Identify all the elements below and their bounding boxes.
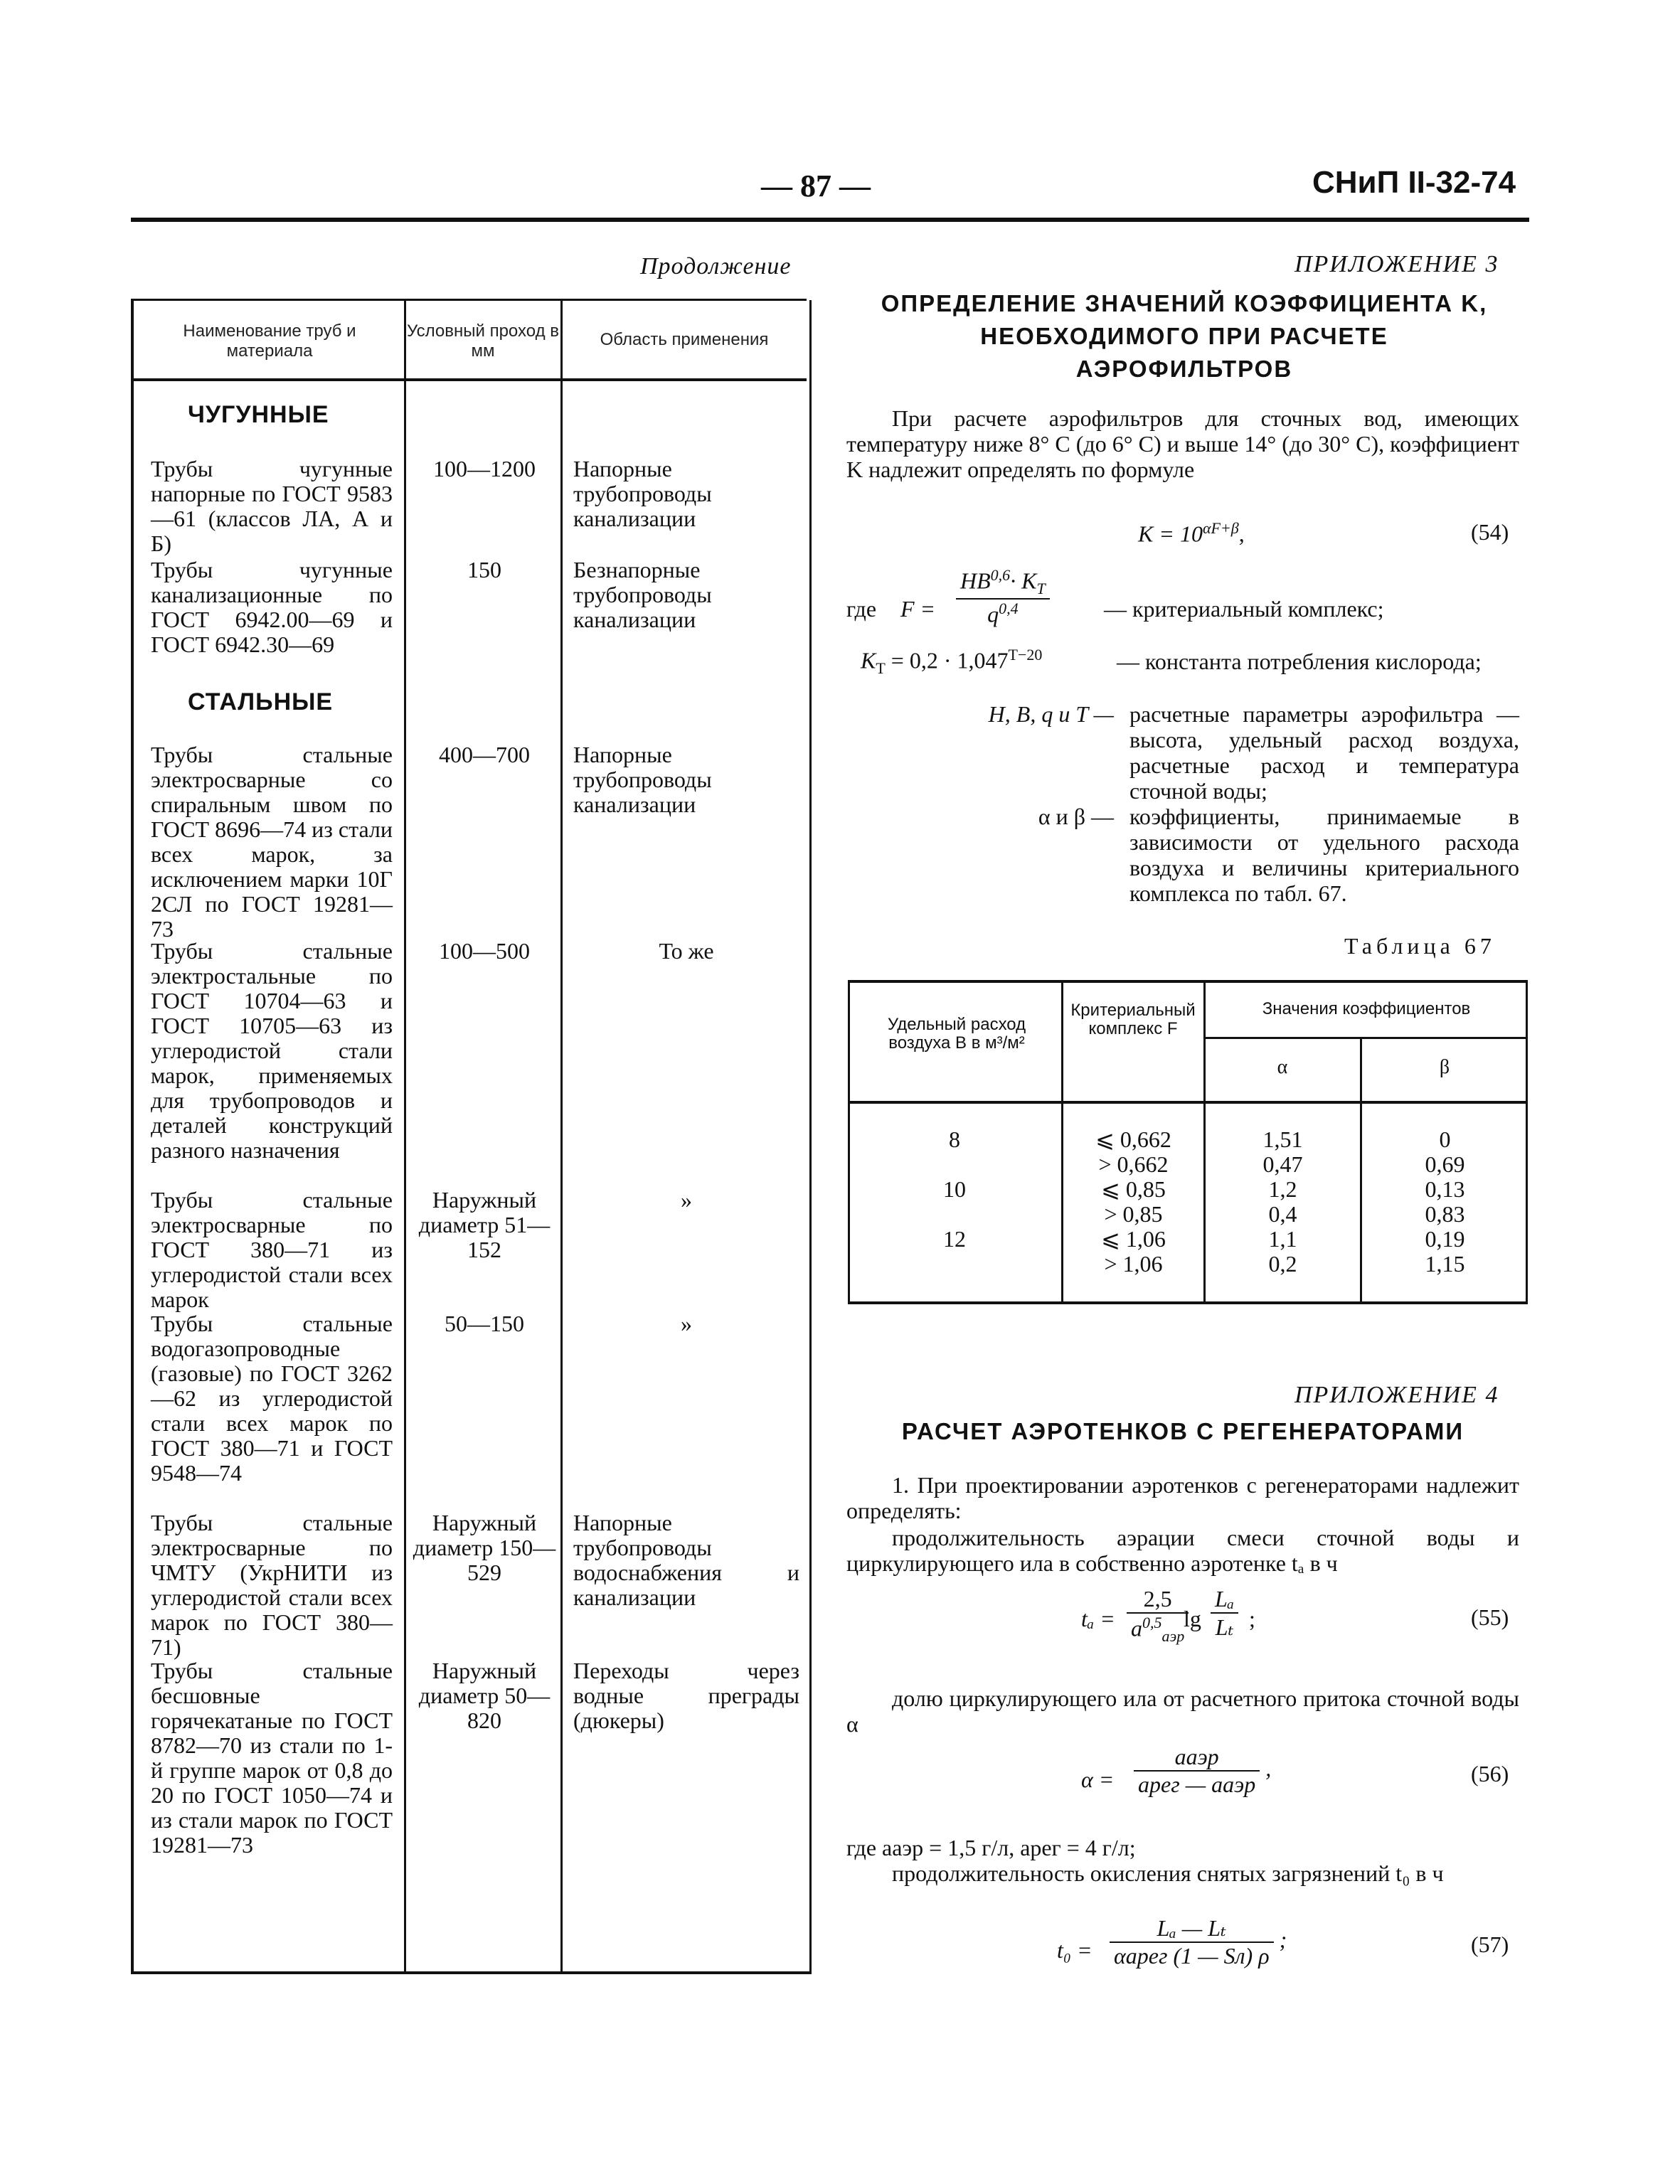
table-67-cell-beta: 0,19 — [1425, 1226, 1465, 1252]
table-row-name: Трубы стальные электросварные по ГОСТ 380—71 из углеродистой стали всех марок — [151, 1187, 393, 1312]
equation-57-number: (57) — [1471, 1932, 1509, 1957]
equation-55-fraction — [1127, 1586, 1189, 1646]
appendix-4-paragraph-5: продолжительность окисления снятых загрязнений t₀ в ч — [892, 1860, 1444, 1886]
table-row-diameter: Наружный диаметр 150—529 — [413, 1510, 556, 1585]
table-67-header-alpha: α — [1277, 1056, 1288, 1078]
table-67-cell-air: 8 — [949, 1126, 960, 1152]
table-67-header-air: Удельный расход воздуха B в м³/м² — [887, 1015, 1026, 1053]
table-row-application: » — [681, 1311, 692, 1336]
pipes-table — [131, 293, 807, 1971]
appendix-4-title: РАСЧЕТ АЭРОТЕНКОВ С РЕГЕНЕРАТОРАМИ — [901, 1418, 1464, 1444]
table-67-cell-air: 12 — [943, 1226, 966, 1252]
table-row-application: Напорные трубопроводы канализации — [573, 456, 712, 531]
table-67-cell-alpha: 1,2 — [1268, 1176, 1297, 1202]
table-header-name: Наименование труб и материала — [183, 321, 356, 361]
where-label: где — [846, 596, 877, 622]
equation-55-lhs: tₐ = — [1081, 1606, 1115, 1631]
equation-55-denominator: a — [1131, 1615, 1142, 1641]
KT-symbol: K — [861, 647, 876, 673]
appendix-3-title-line: ОПРЕДЕЛЕНИЕ ЗНАЧЕНИЙ КОЭФФИЦИЕНТА K, — [881, 290, 1488, 316]
table-67-cell-criterion: ⩽ 0,662 — [1095, 1126, 1171, 1152]
table-row-diameter: 150 — [467, 557, 501, 582]
table-row-application: То же — [659, 938, 714, 964]
table-row-diameter: 50—150 — [445, 1311, 524, 1336]
equation-54: $K = 10^{\alpha F+\beta}$, — [1138, 519, 1245, 547]
parameters-description: расчетные параметры аэрофильтра — высота, удельный расход воздуха, расчетные расход и температура сточной воды; — [1129, 701, 1519, 804]
table-row-diameter: Наружный диаметр 50—820 — [418, 1658, 551, 1733]
table-row-diameter: Наружный диаметр 51—152 — [418, 1187, 551, 1262]
table-67-cell-alpha: 0,47 — [1262, 1151, 1303, 1177]
section-title-steel: СТАЛЬНЫЕ — [188, 688, 334, 715]
coefficients-description: коэффициенты, принимаемые в зависимости от удельного расхода воздуха и величины критериального комплекса по табл. 67. — [1129, 804, 1519, 906]
table-67-cell-beta: 0,13 — [1425, 1176, 1465, 1202]
table-67-cell-criterion: ⩽ 0,85 — [1101, 1176, 1166, 1202]
table-header-rule — [131, 378, 807, 381]
header-rule — [131, 218, 1529, 222]
appendix-3-title — [839, 287, 1529, 385]
table-row-name: Трубы стальные электросварные со спиральным швом по ГОСТ 8696—74 из стали всех марок, за исключением марки 10Г 2СЛ по ГОСТ 19281—73 — [151, 742, 393, 942]
table-row-name: Трубы чугунные напорные по ГОСТ 9583—61 (классов ЛА, А и Б) — [151, 456, 393, 556]
table-row-name: Трубы стальные электросварные по ЧМТУ (УкрНИТИ из углеродистой стали всех марок по ГОСТ 380—71) — [151, 1510, 393, 1660]
equation-55-ratio-denominator: Lₜ — [1215, 1614, 1234, 1640]
equation-54-number: (54) — [1471, 519, 1509, 545]
table-row-diameter: 400—700 — [439, 742, 530, 767]
F-denominator-exponent: 0,4 — [999, 600, 1019, 618]
table-67-header-criterion: Критериальный комплекс F — [1070, 1001, 1196, 1038]
table-67-cell-beta: 0,83 — [1425, 1201, 1465, 1227]
table-67-cell-beta: 0,69 — [1425, 1151, 1465, 1177]
appendix-4-paragraph-4: где aаэр = 1,5 г/л, aрег = 4 г/л; — [846, 1835, 1136, 1860]
table-67-cell-beta: 1,15 — [1425, 1251, 1465, 1277]
equation-54-exponent: αF+β — [1202, 519, 1239, 537]
table-row-name: Трубы стальные бесшовные горячекатаные по ГОСТ 8782—70 из стали по 1-й группе марок от 0,8 до 20 по ГОСТ 1050—74 и из стали марок по ГОСТ 19281—73 — [151, 1658, 393, 1858]
appendix-4-paragraph-1: 1. При проектировании аэротенков с регенераторами надлежит определять: — [846, 1472, 1519, 1523]
equation-56-number: (56) — [1471, 1761, 1509, 1786]
coefficients-symbols: α и β — — [1038, 804, 1114, 829]
equation-56-lhs: α = — [1081, 1767, 1115, 1792]
table-column-divider — [560, 300, 563, 1971]
equation-55-tail: ; — [1249, 1606, 1255, 1631]
table-row-application: Переходы через водные преграды (дюкеры) — [573, 1658, 799, 1733]
table-67 — [848, 980, 1528, 1307]
equation-57-fraction: $\frac{\text{Lₐ — Lₜ}}{\text{αaрег (1 — Sл) ρ}}$ ; — [1110, 1914, 1287, 1969]
appendix-4-paragraph-2: продолжительность аэрации смеси сточной воды и циркулирующего ила в собственно аэротенке tₐ в ч — [846, 1525, 1519, 1576]
appendix-3-intro: При расчете аэрофильтров для сточных вод, имеющих температуру ниже 8° С (до 6° С) и выше 14° (до 30° С), коэффициент K надлежит определять по формуле — [846, 405, 1519, 482]
table-row-diameter: 100—500 — [439, 938, 530, 964]
equation-56-numerator: aаэр — [1134, 1744, 1260, 1772]
equation-57-lhs: t₀ = — [1057, 1937, 1092, 1963]
equation-56-denominator: aрег — aаэр — [1138, 1772, 1256, 1797]
table-67-caption: Таблица 67 — [1344, 933, 1496, 959]
table-row-application: Напорные трубопроводы канализации — [573, 742, 712, 817]
table-67-cell-alpha: 1,51 — [1262, 1126, 1303, 1152]
KT-description: — константа потребления кислорода; — [1117, 649, 1482, 674]
appendix-3-title-line: НЕОБХОДИМОГО ПРИ РАСЧЕТЕ — [980, 323, 1388, 349]
table-header-application: Область применения — [600, 330, 769, 349]
F-fraction — [956, 566, 1050, 628]
section-title-cast-iron: ЧУГУННЫЕ — [188, 401, 329, 428]
appendix-4-label: ПРИЛОЖЕНИЕ 4 — [1294, 1382, 1499, 1408]
KT-equation — [861, 646, 1042, 678]
equation-55-ratio-numerator: Lₐ — [1211, 1586, 1238, 1614]
table-67-header-beta: β — [1439, 1056, 1450, 1078]
equation-56-fraction: $\frac{\text{aаэр}}{\text{aрег — aаэр}}$ , — [1134, 1744, 1271, 1798]
table-67-cell-alpha: 0,2 — [1268, 1251, 1297, 1277]
equation-55-number: (55) — [1471, 1604, 1509, 1630]
F-numerator-tail: · K — [1010, 568, 1037, 594]
equation-55-ratio — [1211, 1586, 1238, 1641]
table-row-application: Безнапорные трубопроводы канализации — [573, 557, 712, 632]
KT-rhs: = 0,2 · 1,047 — [885, 647, 1009, 673]
table-67-cell-alpha: 1,1 — [1268, 1226, 1297, 1252]
F-denominator: q — [987, 601, 999, 627]
document-code: СНиП II-32-74 — [1312, 165, 1516, 200]
F-numerator-subscript: T — [1036, 580, 1046, 598]
appendix-3-title-line: АЭРОФИЛЬТРОВ — [1075, 356, 1293, 382]
table-row-name: Трубы стальные электростальные по ГОСТ 10704—63 и ГОСТ 10705—63 из углеродистой стали марок, применяемых для трубопроводов и деталей конструкций разного назначения — [151, 938, 393, 1163]
equation-54-body: K = 10 — [1138, 521, 1203, 547]
equation-55-denominator-exponent: 0,5 — [1142, 1614, 1162, 1631]
table-67-cell-air: 10 — [943, 1176, 966, 1202]
table-67-cell-alpha: 0,4 — [1268, 1201, 1297, 1227]
F-description: — критериальный комплекс; — [1104, 596, 1384, 622]
continuation-label: Продолжение — [640, 253, 792, 279]
appendix-3-label: ПРИЛОЖЕНИЕ 3 — [1294, 251, 1499, 277]
KT-subscript: T — [876, 659, 886, 678]
table-row-diameter: 100—1200 — [433, 456, 536, 481]
table-67-cell-criterion: > 0,662 — [1098, 1151, 1169, 1177]
table-67-subheader-rule — [1203, 1037, 1528, 1039]
KT-exponent: T−20 — [1008, 646, 1043, 664]
equation-55-denominator-subscript: аэр — [1161, 1627, 1185, 1646]
equation-55-numerator: 2,5 — [1127, 1586, 1189, 1614]
table-67-cell-criterion: ⩽ 1,06 — [1101, 1226, 1166, 1252]
page-number: — 87 — — [761, 169, 871, 203]
table-67-cell-beta: 0 — [1439, 1126, 1451, 1152]
table-67-cell-criterion: > 0,85 — [1104, 1201, 1163, 1227]
appendix-4-paragraph-3: долю циркулирующего ила от расчетного притока сточной воды α — [846, 1685, 1519, 1737]
equation-57-numerator: Lₐ — Lₜ — [1110, 1914, 1274, 1943]
parameters-symbols: H, B, q и T — — [988, 701, 1114, 727]
table-67-cell-criterion: > 1,06 — [1104, 1251, 1163, 1277]
table-header-diameter: Условный проход в мм — [407, 321, 559, 361]
table-row-name: Трубы чугунные канализационные по ГОСТ 6942.00—69 и ГОСТ 6942.30—69 — [151, 557, 393, 657]
F-lhs: F = — [900, 596, 936, 622]
equation-55-log: lg — [1184, 1606, 1201, 1631]
table-67-header-rule — [848, 1101, 1528, 1104]
table-row-application: » — [681, 1187, 692, 1213]
F-numerator: HB — [960, 568, 991, 594]
equation-57-denominator: αaрег (1 — Sл) ρ — [1114, 1943, 1270, 1969]
F-numerator-exponent: 0,6 — [990, 566, 1011, 584]
table-67-header-coefficients: Значения коэффициентов — [1262, 999, 1471, 1018]
table-row-application: Напорные трубопроводы водоснабжения и канализации — [573, 1510, 799, 1610]
table-column-divider — [404, 300, 406, 1971]
table-row-name: Трубы стальные водогазопроводные (газовые) по ГОСТ 3262—62 из углеродистой стали всех марок по ГОСТ 380—71 и ГОСТ 9548—74 — [151, 1311, 393, 1486]
